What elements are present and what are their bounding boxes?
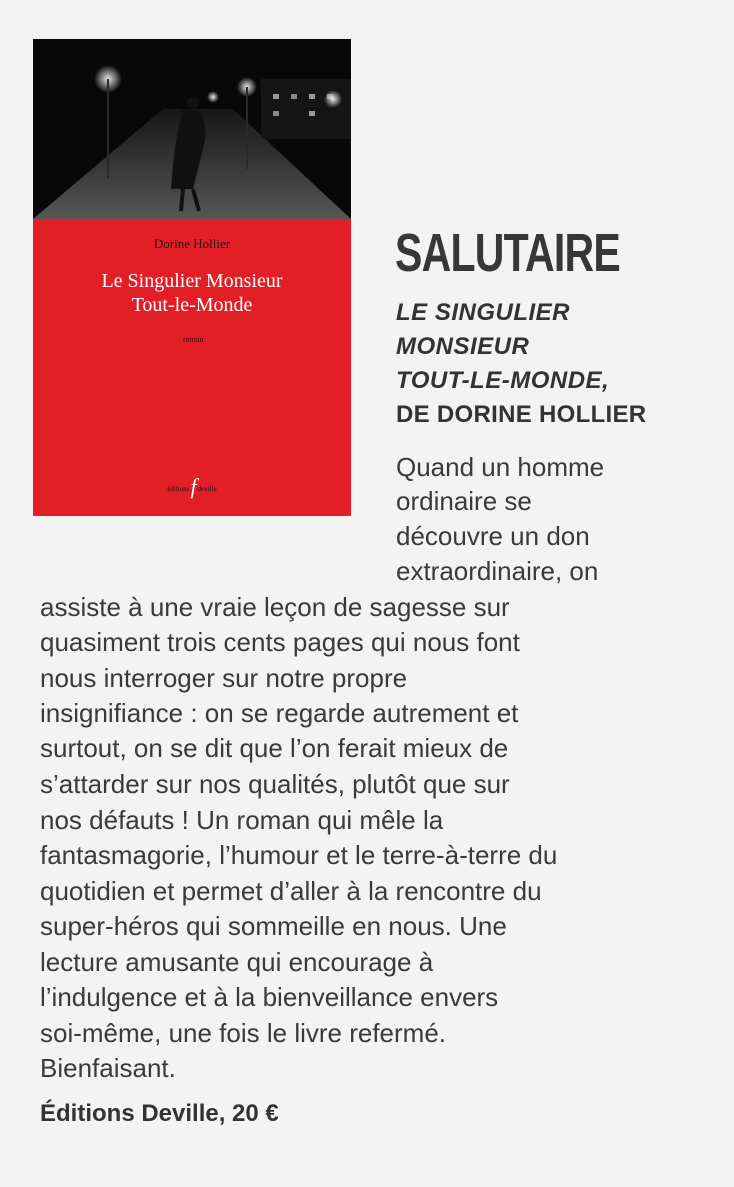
cover-genre: roman [183, 335, 204, 344]
book-cover [33, 39, 351, 516]
book-title [396, 296, 609, 398]
body-line: Quand un homme [396, 452, 605, 482]
body-line: quasiment trois cents pages qui nous font [40, 627, 520, 657]
body-line: assiste à une vraie leçon de sagesse sur [40, 592, 510, 622]
body-line: lecture amusante qui encourage à [40, 947, 434, 977]
body-line: ordinaire se [396, 486, 532, 516]
cover-title [33, 269, 351, 317]
body-line: s’attarder sur nos qualités, plutôt que sur [40, 769, 510, 799]
body-line: nos défauts ! Un roman qui mêle la [40, 805, 444, 835]
body-line: super-héros qui sommeille en nous. Une [40, 911, 507, 941]
body-line: insignifiance : on se regarde autrement et [40, 698, 519, 728]
book-title-line-1: LE SINGULIER [396, 299, 571, 326]
cover-author: Dorine Hollier [153, 236, 231, 251]
book-title-line-3: TOUT-LE-MONDE, [396, 367, 610, 394]
body-line: fantasmagorie, l’humour et le terre-à-terre du [40, 840, 558, 870]
body-line: quotidien et permet d’aller à la rencontre du [40, 876, 542, 906]
body-line: extraordinaire, on [396, 556, 599, 586]
body-line: Bienfaisant. [40, 1053, 176, 1083]
headline: SALUTAIRE [395, 223, 620, 283]
body-line: l’indulgence et à la bienveillance envers [40, 982, 499, 1012]
cover-publisher-logo [33, 471, 351, 497]
body-line: nous interroger sur notre propre [40, 663, 408, 693]
book-title-line-2: MONSIEUR [396, 333, 530, 360]
publisher-f-icon: f [190, 474, 197, 499]
cover-photo [33, 39, 351, 219]
cover-title-line-2: Tout-le-Monde [131, 294, 253, 316]
book-author: DE DORINE HOLLIER [396, 401, 647, 428]
publisher-price: Éditions Deville, 20 € [40, 1100, 279, 1127]
night-street-illustration [33, 39, 351, 219]
cover-title-line-1: Le Singulier Monsieur [101, 270, 283, 292]
cover-publisher-left: éditions [167, 485, 190, 493]
body-line: découvre un don [396, 521, 590, 551]
body-line: soi-même, une fois le livre refermé. [40, 1018, 447, 1048]
body-line: surtout, on se dit que l’on ferait mieux de [40, 733, 509, 763]
cover-publisher-right: deville [197, 485, 217, 493]
